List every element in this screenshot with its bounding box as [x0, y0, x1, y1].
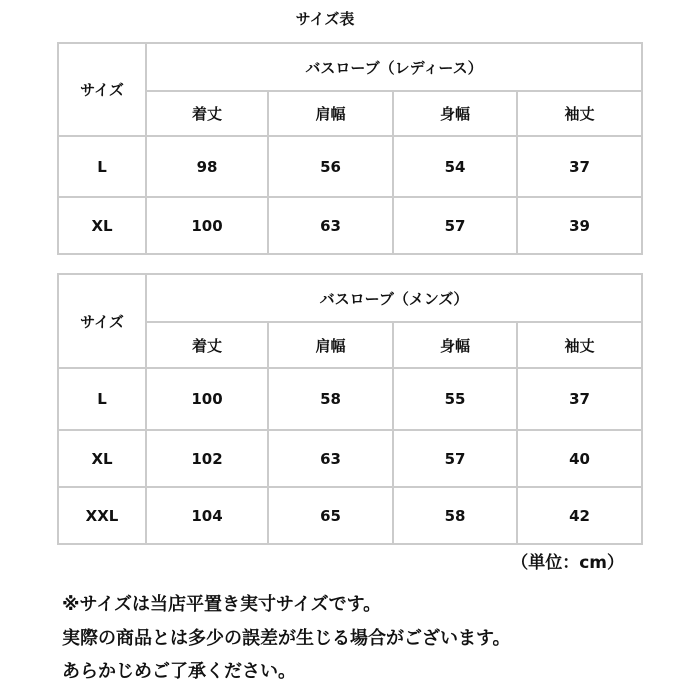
- size-cell: L: [58, 368, 146, 430]
- column-header: 身幅: [393, 322, 517, 368]
- table-row: [58, 197, 642, 254]
- value-cell: 102: [146, 430, 268, 487]
- size-cell: XXL: [58, 487, 146, 544]
- note-line: 実際の商品とは多少の誤差が生じる場合がございます。: [62, 628, 511, 649]
- value-cell: 40: [517, 430, 642, 487]
- value-cell: 55: [393, 368, 517, 430]
- size-header: サイズ: [58, 274, 146, 368]
- value-cell: 58: [393, 487, 517, 544]
- table-row: [58, 368, 642, 430]
- value-cell: 57: [393, 430, 517, 487]
- mens-size-table: [57, 273, 643, 545]
- column-header: 着丈: [146, 322, 268, 368]
- unit-label: （単位：cm）: [511, 553, 624, 573]
- value-cell: 57: [393, 197, 517, 254]
- column-header: 肩幅: [268, 91, 393, 136]
- value-cell: 100: [146, 197, 268, 254]
- table-row: [58, 487, 642, 544]
- value-cell: 98: [146, 136, 268, 197]
- ladies-size-table: [57, 42, 643, 255]
- value-cell: 37: [517, 136, 642, 197]
- column-header: 身幅: [393, 91, 517, 136]
- table-heading: バスローブ（レディース）: [146, 43, 642, 91]
- column-header: 袖丈: [517, 322, 642, 368]
- column-header: 肩幅: [268, 322, 393, 368]
- value-cell: 100: [146, 368, 268, 430]
- value-cell: 58: [268, 368, 393, 430]
- value-cell: 63: [268, 197, 393, 254]
- table-row: [58, 136, 642, 197]
- column-header: 袖丈: [517, 91, 642, 136]
- note-line: あらかじめご了承ください。: [62, 661, 296, 682]
- size-cell: L: [58, 136, 146, 197]
- table-heading: バスローブ（メンズ）: [146, 274, 642, 322]
- value-cell: 56: [268, 136, 393, 197]
- page-title: サイズ表: [295, 10, 355, 28]
- value-cell: 65: [268, 487, 393, 544]
- table-row: [58, 430, 642, 487]
- note-line: ※サイズは当店平置き実寸サイズです。: [62, 594, 382, 615]
- column-header: 着丈: [146, 91, 268, 136]
- size-cell: XL: [58, 197, 146, 254]
- size-cell: XL: [58, 430, 146, 487]
- value-cell: 42: [517, 487, 642, 544]
- value-cell: 37: [517, 368, 642, 430]
- value-cell: 104: [146, 487, 268, 544]
- value-cell: 39: [517, 197, 642, 254]
- value-cell: 54: [393, 136, 517, 197]
- size-header: サイズ: [58, 43, 146, 136]
- value-cell: 63: [268, 430, 393, 487]
